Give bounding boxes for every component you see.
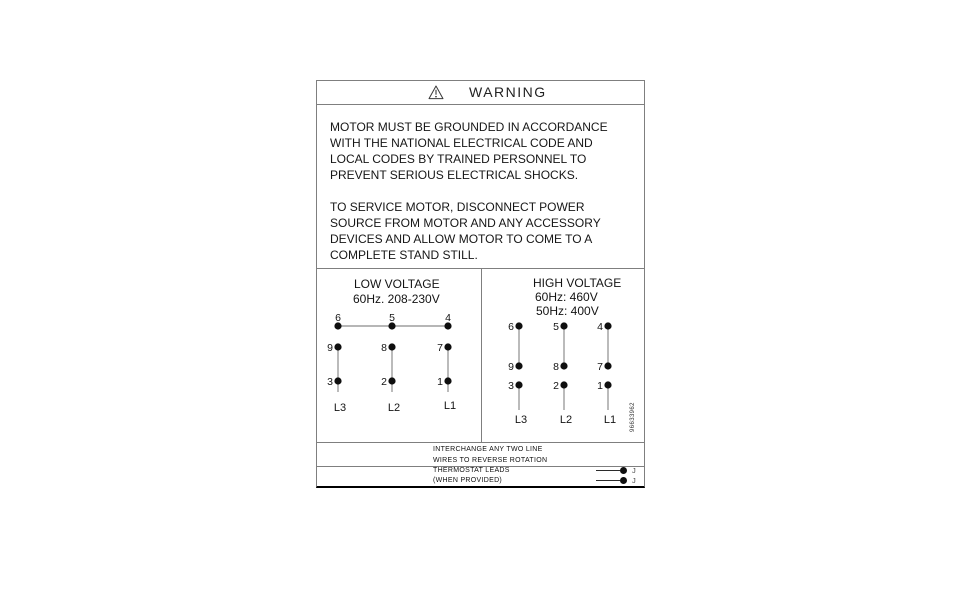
terminal-dot-4 bbox=[604, 322, 611, 329]
warning-text-line: DEVICES AND ALLOW MOTOR TO COME TO A bbox=[330, 232, 593, 246]
terminal-number: 4 bbox=[597, 321, 603, 333]
line-label-l2: L2 bbox=[387, 402, 401, 414]
warning-title: WARNING bbox=[469, 84, 547, 100]
warning-header bbox=[317, 81, 644, 104]
lead-terminal-dot bbox=[620, 467, 627, 474]
terminal-dot-3 bbox=[334, 377, 341, 384]
high-voltage-title: HIGH VOLTAGE bbox=[533, 276, 622, 290]
service-warning-paragraph bbox=[330, 199, 630, 263]
terminal-dot-1 bbox=[604, 381, 611, 388]
terminal-number: 3 bbox=[508, 380, 514, 392]
terminal-number: 8 bbox=[553, 361, 559, 373]
warning-text-line: TO SERVICE MOTOR, DISCONNECT POWER bbox=[330, 200, 585, 214]
terminal-dot-8 bbox=[560, 362, 567, 369]
terminal-number: 1 bbox=[437, 376, 443, 388]
terminal-dot-6 bbox=[515, 322, 522, 329]
line-label-l1: L1 bbox=[603, 414, 617, 426]
terminal-dot-1 bbox=[444, 377, 451, 384]
thermostat-note-line: THERMOSTAT LEADS bbox=[433, 467, 510, 474]
lead-label: J bbox=[632, 465, 636, 475]
rotation-note-line: WIRES TO REVERSE ROTATION bbox=[433, 457, 548, 464]
header-divider bbox=[317, 104, 644, 105]
terminal-dot-7 bbox=[604, 362, 611, 369]
terminal-number: 9 bbox=[508, 361, 514, 373]
line-label-l3: L3 bbox=[333, 402, 347, 414]
terminal-dot-9 bbox=[515, 362, 522, 369]
thermostat-note-line: (WHEN PROVIDED) bbox=[433, 477, 503, 484]
motor-warning-label bbox=[316, 80, 645, 488]
terminal-number: 7 bbox=[597, 361, 603, 373]
line-label-l1: L1 bbox=[443, 400, 457, 412]
terminal-number: 9 bbox=[327, 342, 333, 354]
terminal-number: 3 bbox=[327, 376, 333, 388]
terminal-dot-2 bbox=[560, 381, 567, 388]
lead-wire bbox=[596, 480, 620, 481]
lead-wire bbox=[596, 470, 620, 471]
terminal-dot-9 bbox=[334, 343, 341, 350]
terminal-number: 1 bbox=[597, 380, 603, 392]
thermostat-lead-symbol bbox=[596, 466, 636, 474]
rotation-note-line: INTERCHANGE ANY TWO LINE bbox=[433, 446, 543, 453]
warning-text-area bbox=[330, 119, 630, 263]
high-voltage-subtitle-50hz: 50Hz: 400V bbox=[536, 304, 599, 318]
lead-label: J bbox=[632, 475, 636, 485]
terminal-dot-2 bbox=[388, 377, 395, 384]
warning-text-line: LOCAL CODES BY TRAINED PERSONNEL TO bbox=[330, 152, 587, 166]
warning-text-line: MOTOR MUST BE GROUNDED IN ACCORDANCE bbox=[330, 120, 608, 134]
terminal-number: 2 bbox=[553, 380, 559, 392]
terminal-dot-7 bbox=[444, 343, 451, 350]
part-number: 96633962 bbox=[630, 402, 636, 432]
low-voltage-wiring-diagram bbox=[317, 269, 481, 442]
terminal-number: 5 bbox=[389, 312, 395, 324]
warning-text-line: COMPLETE STAND STILL. bbox=[330, 248, 478, 262]
terminal-number: 6 bbox=[335, 312, 341, 324]
terminal-dot-8 bbox=[388, 343, 395, 350]
warning-text-line: SOURCE FROM MOTOR AND ANY ACCESSORY bbox=[330, 216, 601, 230]
terminal-number: 4 bbox=[445, 312, 451, 324]
high-voltage-wiring-diagram bbox=[482, 269, 644, 442]
terminal-number: 7 bbox=[437, 342, 443, 354]
terminal-number: 6 bbox=[508, 321, 514, 333]
grounding-warning-paragraph bbox=[330, 119, 630, 183]
terminal-number: 8 bbox=[381, 342, 387, 354]
terminal-dot-3 bbox=[515, 381, 522, 388]
line-label-l3: L3 bbox=[514, 414, 528, 426]
lead-terminal-dot bbox=[620, 477, 627, 484]
terminal-dot-5 bbox=[560, 322, 567, 329]
terminal-number: 5 bbox=[553, 321, 559, 333]
warning-triangle-icon bbox=[427, 84, 445, 101]
terminal-number: 2 bbox=[381, 376, 387, 388]
low-voltage-title: LOW VOLTAGE bbox=[354, 277, 440, 291]
line-label-l2: L2 bbox=[559, 414, 573, 426]
low-voltage-subtitle: 60Hz. 208-230V bbox=[353, 292, 440, 306]
warning-text-line: WITH THE NATIONAL ELECTRICAL CODE AND bbox=[330, 136, 593, 150]
thermostat-lead-symbol bbox=[596, 476, 636, 484]
warning-text-line: PREVENT SERIOUS ELECTRICAL SHOCKS. bbox=[330, 168, 579, 182]
high-voltage-subtitle-60hz: 60Hz: 460V bbox=[535, 290, 598, 304]
notes-row-divider bbox=[317, 442, 644, 443]
